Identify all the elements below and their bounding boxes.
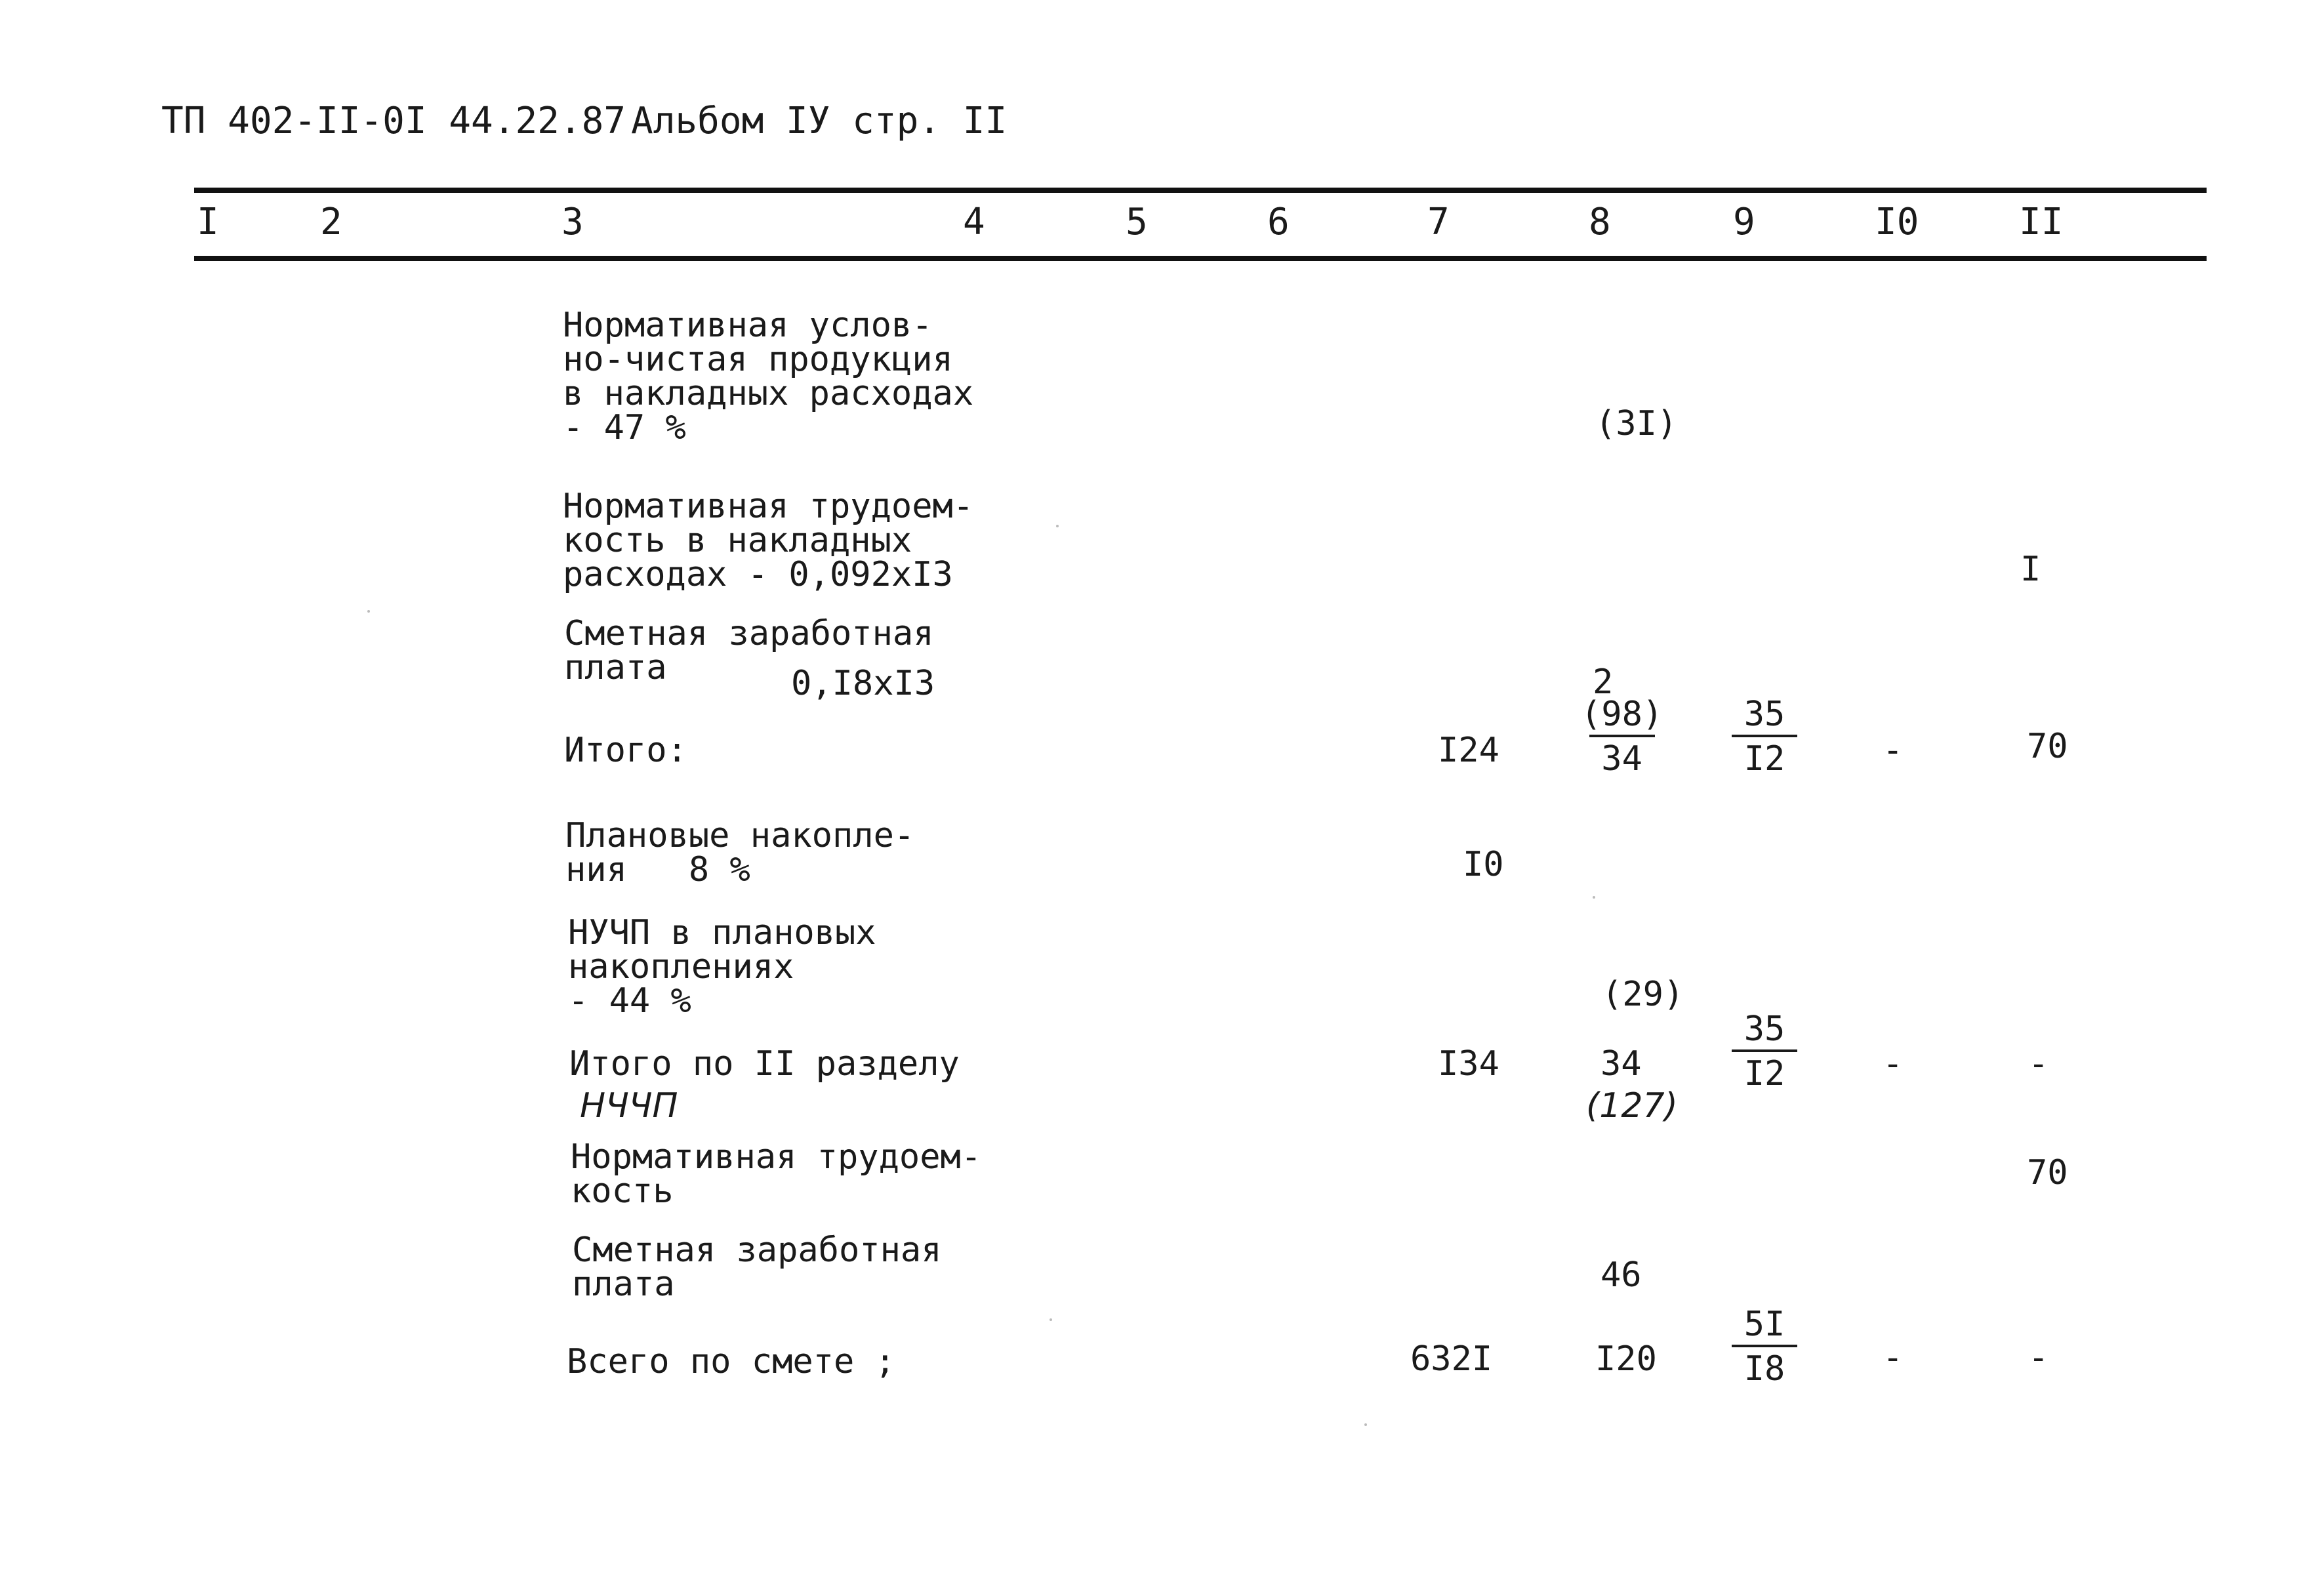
scan-speck xyxy=(1364,1423,1367,1426)
row4-col8-fraction xyxy=(1581,695,1663,778)
row-label-subtotal: Итого: xyxy=(564,731,687,770)
row4-col9-bottom: I2 xyxy=(1743,739,1785,779)
fraction-bar xyxy=(1732,735,1797,737)
row7-col7-value: I34 xyxy=(1438,1044,1499,1084)
row4-col8-bottom: 34 xyxy=(1601,739,1642,779)
table-top-rule xyxy=(194,188,2207,193)
table-header-rule xyxy=(194,256,2207,261)
row5-col7-value: I0 xyxy=(1463,845,1504,884)
row6-col8-value: (29) xyxy=(1602,975,1684,1014)
row7-col11-value: - xyxy=(2028,1044,2049,1084)
row10-col8-value: I20 xyxy=(1595,1339,1657,1379)
row4-col10-value: - xyxy=(1883,731,1904,770)
row-label-estimated-wages-2: Сметная заработная плата xyxy=(572,1231,942,1304)
row-label-planned-accumulations: Плановые накопле- ния 8 % xyxy=(565,816,915,889)
row8-col11-value: 70 xyxy=(2027,1153,2068,1192)
row7-col8-value: 34 xyxy=(1600,1044,1642,1084)
scan-speck xyxy=(1050,1318,1052,1321)
scan-speck xyxy=(367,610,370,613)
column-header-11: II xyxy=(2019,201,2064,243)
row10-col9-top: 5I xyxy=(1743,1305,1785,1344)
row1-col8-value: (3I) xyxy=(1595,404,1678,443)
column-header-4: 4 xyxy=(963,201,985,243)
row10-col11-value: - xyxy=(2028,1338,2049,1377)
row-label-grand-total: Всего по смете ; xyxy=(567,1342,895,1381)
row7-handwritten-label: НЧЧП xyxy=(580,1086,678,1126)
row4-col8-top: (98) xyxy=(1581,695,1663,734)
row-label-nuchp-planned: НУЧП в плановых накоплениях - 44 % xyxy=(568,913,876,1021)
column-header-7: 7 xyxy=(1427,201,1450,243)
row2-col11-value: I xyxy=(2020,550,2041,589)
row-label-section-total: Итого по II разделу xyxy=(569,1044,960,1084)
column-header-8: 8 xyxy=(1589,201,1611,243)
row3-col8-value: 2 xyxy=(1593,662,1614,702)
column-header-1: I xyxy=(197,201,219,243)
scan-speck xyxy=(1056,525,1059,527)
row9-col8-value: 46 xyxy=(1600,1255,1642,1295)
row-label-normative-net-product: Нормативная услов- но-чистая продукция в накладных расходах - 47 % xyxy=(563,306,974,447)
album-page: Альбом IУ стр. II xyxy=(631,100,1008,142)
row10-col10-value: - xyxy=(1883,1338,1904,1377)
row-label-normative-labor: Нормативная трудоем- кость xyxy=(571,1137,982,1211)
column-header-9: 9 xyxy=(1733,201,1755,243)
row7-col9-fraction xyxy=(1732,1010,1797,1093)
column-header-5: 5 xyxy=(1126,201,1148,243)
column-header-6: 6 xyxy=(1267,201,1290,243)
row4-col9-top: 35 xyxy=(1743,695,1785,734)
column-header-2: 2 xyxy=(320,201,342,243)
row7-col10-value: - xyxy=(1883,1044,1904,1084)
row-label-normative-labor-overhead: Нормативная трудоем- кость в накладных расходах - 0,092xI3 xyxy=(563,487,974,594)
fraction-bar xyxy=(1732,1345,1797,1347)
row10-col7-value: 632I xyxy=(1410,1339,1493,1379)
row4-col9-fraction xyxy=(1732,695,1797,778)
row10-col9-bottom: I8 xyxy=(1743,1349,1785,1389)
fraction-bar xyxy=(1732,1049,1797,1052)
row7-col9-bottom: I2 xyxy=(1743,1054,1785,1093)
row7-col8-handwritten: (127) xyxy=(1586,1086,1678,1126)
row3-formula: 0,I8xI3 xyxy=(791,664,935,703)
fraction-bar xyxy=(1589,735,1655,737)
column-header-3: 3 xyxy=(561,201,584,243)
column-header-10: I0 xyxy=(1875,201,1919,243)
row-label-estimated-wages: Сметная заработная плата xyxy=(564,614,934,687)
row4-col7-value: I24 xyxy=(1438,731,1499,770)
scan-speck xyxy=(1593,896,1595,899)
row7-col9-top: 35 xyxy=(1743,1009,1785,1049)
row10-col9-fraction xyxy=(1732,1305,1797,1388)
row4-col11-value: 70 xyxy=(2027,727,2068,766)
document-code: ТП 402-II-0I 44.22.87 xyxy=(161,100,626,142)
